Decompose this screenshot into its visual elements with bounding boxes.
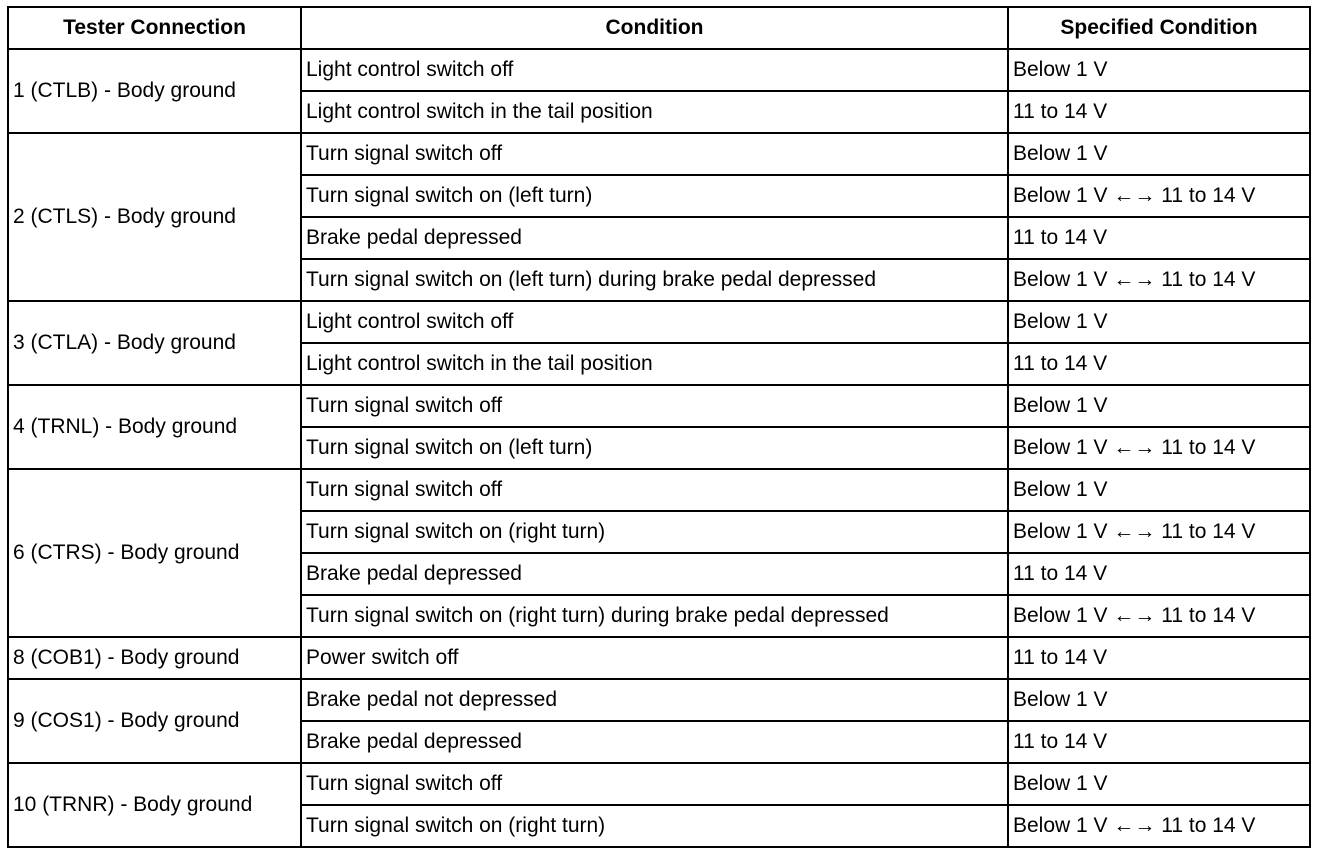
specified-condition-cell: Below 1 V ←→ 11 to 14 V: [1008, 175, 1310, 217]
table-row: [8, 637, 1310, 679]
tester-connection-cell: 1 (CTLB) - Body ground: [8, 49, 301, 133]
condition-cell: Light control switch in the tail position: [301, 343, 1008, 385]
condition-cell: Turn signal switch off: [301, 469, 1008, 511]
condition-cell: Light control switch off: [301, 49, 1008, 91]
condition-cell: Brake pedal depressed: [301, 553, 1008, 595]
condition-cell: Turn signal switch off: [301, 763, 1008, 805]
table-row: [8, 679, 1310, 721]
header-tester-connection: Tester Connection: [8, 7, 301, 49]
condition-cell: Brake pedal depressed: [301, 721, 1008, 763]
table-row: [8, 49, 1310, 91]
specified-condition-cell: Below 1 V ←→ 11 to 14 V: [1008, 805, 1310, 847]
condition-cell: Turn signal switch on (left turn): [301, 427, 1008, 469]
specified-condition-cell: Below 1 V: [1008, 133, 1310, 175]
condition-cell: Turn signal switch on (left turn): [301, 175, 1008, 217]
condition-cell: Turn signal switch on (right turn): [301, 805, 1008, 847]
condition-cell: Brake pedal not depressed: [301, 679, 1008, 721]
specified-condition-cell: Below 1 V ←→ 11 to 14 V: [1008, 595, 1310, 637]
tester-connection-cell: 8 (COB1) - Body ground: [8, 637, 301, 679]
tester-connection-cell: 4 (TRNL) - Body ground: [8, 385, 301, 469]
header-row: [8, 7, 1310, 49]
specified-condition-cell: 11 to 14 V: [1008, 217, 1310, 259]
specified-condition-cell: Below 1 V: [1008, 763, 1310, 805]
table-row: [8, 763, 1310, 805]
table-body: [8, 49, 1310, 847]
condition-cell: Turn signal switch off: [301, 133, 1008, 175]
specified-condition-cell: 11 to 14 V: [1008, 721, 1310, 763]
specified-condition-cell: Below 1 V: [1008, 385, 1310, 427]
condition-cell: Light control switch in the tail position: [301, 91, 1008, 133]
specified-condition-cell: 11 to 14 V: [1008, 553, 1310, 595]
tester-connection-cell: 2 (CTLS) - Body ground: [8, 133, 301, 301]
specified-condition-cell: Below 1 V ←→ 11 to 14 V: [1008, 511, 1310, 553]
table-row: [8, 385, 1310, 427]
table-row: [8, 301, 1310, 343]
tester-connection-cell: 6 (CTRS) - Body ground: [8, 469, 301, 637]
condition-cell: Power switch off: [301, 637, 1008, 679]
specified-condition-cell: 11 to 14 V: [1008, 91, 1310, 133]
condition-cell: Brake pedal depressed: [301, 217, 1008, 259]
specified-condition-cell: 11 to 14 V: [1008, 343, 1310, 385]
tester-connection-cell: 9 (COS1) - Body ground: [8, 679, 301, 763]
condition-cell: Light control switch off: [301, 301, 1008, 343]
header-condition: Condition: [301, 7, 1008, 49]
tester-connection-cell: 3 (CTLA) - Body ground: [8, 301, 301, 385]
condition-cell: Turn signal switch on (right turn): [301, 511, 1008, 553]
tester-connection-table: [7, 6, 1311, 848]
specified-condition-cell: Below 1 V: [1008, 301, 1310, 343]
tester-connection-cell: 10 (TRNR) - Body ground: [8, 763, 301, 847]
table-row: [8, 133, 1310, 175]
specified-condition-cell: Below 1 V ←→ 11 to 14 V: [1008, 427, 1310, 469]
condition-cell: Turn signal switch on (left turn) during brake pedal depressed: [301, 259, 1008, 301]
header-specified-condition: Specified Condition: [1008, 7, 1310, 49]
specified-condition-cell: 11 to 14 V: [1008, 637, 1310, 679]
table-row: [8, 469, 1310, 511]
specified-condition-cell: Below 1 V: [1008, 679, 1310, 721]
specified-condition-cell: Below 1 V: [1008, 49, 1310, 91]
specified-condition-cell: Below 1 V ←→ 11 to 14 V: [1008, 259, 1310, 301]
condition-cell: Turn signal switch off: [301, 385, 1008, 427]
condition-cell: Turn signal switch on (right turn) during brake pedal depressed: [301, 595, 1008, 637]
specified-condition-cell: Below 1 V: [1008, 469, 1310, 511]
